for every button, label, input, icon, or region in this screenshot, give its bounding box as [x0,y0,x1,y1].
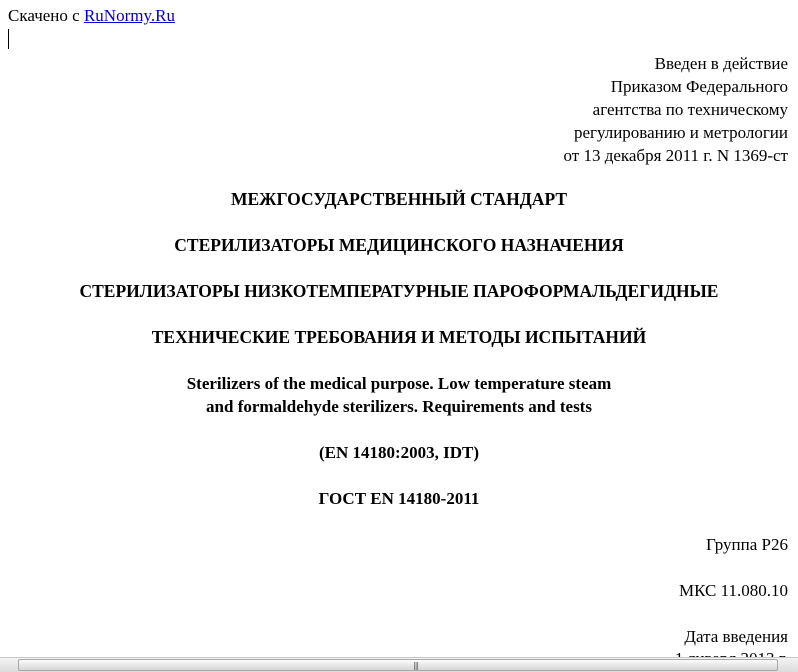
standard-designation: ГОСТ EN 14180-2011 [318,489,480,508]
title-line-2: СТЕРИЛИЗАТОРЫ НИЗКОТЕМПЕРАТУРНЫЕ ПАРОФОРМАЛЬДЕГИДНЫЕ [79,281,719,301]
intro-line: Введен в действие [654,54,788,73]
english-title-line-2: and formaldehyde sterilizers. Requirements and tests [206,397,592,416]
equivalence-note: (EN 14180:2003, IDT) [318,443,480,462]
standard-type-heading: МЕЖГОСУДАРСТВЕННЫЙ СТАНДАРТ [230,189,568,209]
title-line-1: СТЕРИЛИЗАТОРЫ МЕДИЦИНСКОГО НАЗНАЧЕНИЯ [174,235,624,255]
horizontal-scrollbar[interactable] [0,657,798,672]
intro-line: агентства по техническому [592,100,788,119]
intro-line: Приказом Федерального [610,77,788,96]
text-cursor [8,29,9,49]
group-code: Группа Р26 [706,535,788,554]
english-title-line-1: Sterilizers of the medical purpose. Low temperature steam [186,374,612,393]
introduction-block [563,52,788,167]
source-prefix: Скачено с [8,6,84,25]
title-line-3: ТЕХНИЧЕСКИЕ ТРЕБОВАНИЯ И МЕТОДЫ ИСПЫТАНИЙ [151,327,647,347]
intro-line: регулированию и метрологии [573,123,788,142]
source-line [8,6,175,26]
intro-line: от 13 декабря 2011 г. N 1369-ст [563,146,788,165]
scrollbar-grip-icon: ||| [413,661,419,670]
mks-code: МКС 11.080.10 [679,581,788,600]
effective-date-label: Дата введения [684,627,788,646]
runormy-link[interactable]: RuNormy.Ru [83,6,175,25]
scrollbar-thumb[interactable] [18,659,778,671]
